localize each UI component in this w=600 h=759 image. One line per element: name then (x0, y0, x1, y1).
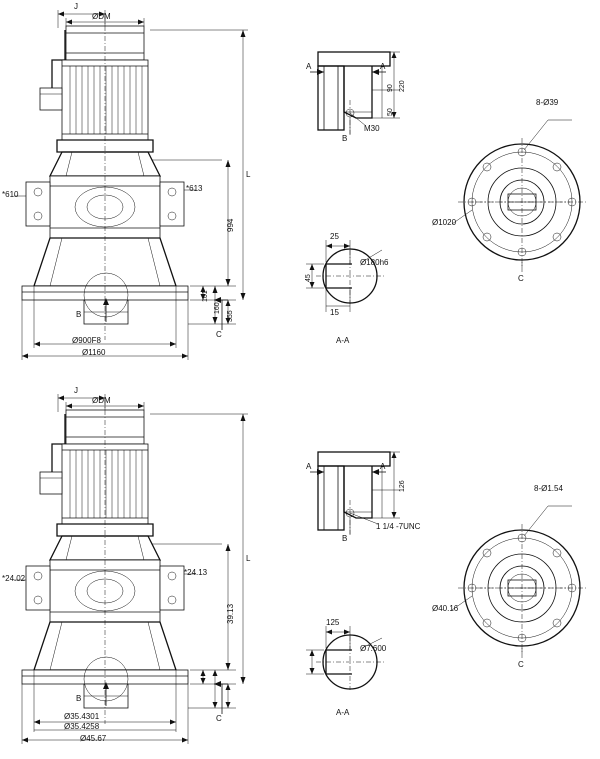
top-front-160-dim: 160 (214, 302, 221, 314)
top-aa-caption: A-A (336, 336, 350, 345)
bot-aa-dia-label: Ø7.600 (360, 644, 387, 653)
top-b-b-mark: B (342, 134, 348, 143)
top-aa-15-dim: 15 (330, 308, 339, 317)
bot-front-flange-dia1: Ø35.4301 (64, 712, 100, 721)
top-section-aa-view (306, 240, 384, 312)
bottom-view-c (452, 506, 586, 658)
bot-front-b-mark: B (76, 694, 82, 703)
top-front-dm-label: ØDM (92, 12, 111, 21)
bot-front-3913-dim: 39.13 (226, 603, 235, 624)
top-c-holes-label: 8-Ø39 (536, 98, 559, 107)
bottom-front-view (14, 394, 251, 744)
top-aa-dia-label: Ø180h6 (360, 258, 389, 267)
bot-front-dm-label: ØDM (92, 396, 111, 405)
bot-b-a-right: A (380, 462, 386, 471)
top-front-j-label: J (74, 2, 78, 11)
top-b-50-dim: 50 (387, 108, 394, 116)
bot-aa-125-dim: 125 (326, 618, 340, 627)
bot-front-l-label: L (246, 554, 251, 563)
top-front-c-mark: C (216, 330, 222, 339)
top-front-right-mark: *613 (186, 184, 203, 193)
top-front-flange-dia: Ø900F8 (72, 336, 101, 345)
bot-b-b-mark: B (342, 534, 348, 543)
top-b-90-dim: 90 (387, 84, 394, 92)
bot-front-base-dia: Ø45.67 (80, 734, 107, 743)
bot-front-right-mark: *24.13 (184, 568, 208, 577)
bot-front-c-mark: C (216, 714, 222, 723)
top-front-left-mark: *610 (2, 190, 19, 199)
bottom-section-aa-view (306, 626, 387, 690)
bot-b-a-left: A (306, 462, 312, 471)
bot-front-j-label: J (74, 386, 78, 395)
top-front-101-dim: 101 (202, 290, 209, 302)
bot-b-126-dim: 126 (399, 480, 406, 492)
top-front-355-dim: 355 (227, 310, 234, 322)
top-aa-45-dim: 45 (305, 274, 312, 282)
bot-front-flange-dia2: Ø35.4258 (64, 722, 100, 731)
bot-aa-caption: A-A (336, 708, 350, 717)
top-front-base-dia: Ø1160 (82, 348, 106, 357)
top-detail-b-view (310, 52, 400, 136)
bot-c-caption: C (518, 660, 524, 669)
top-b-a-left: A (306, 62, 312, 71)
top-c-bolt-circle: Ø1020 (432, 218, 457, 227)
top-front-994-dim: 994 (226, 218, 235, 232)
bot-front-left-mark: *24.02 (2, 574, 26, 583)
top-b-220-dim: 220 (399, 80, 406, 92)
top-front-l-label: L (246, 170, 251, 179)
top-b-thread-label: M30 (364, 124, 380, 133)
top-view-c (452, 120, 586, 272)
top-front-b-mark: B (76, 310, 82, 319)
top-b-a-right: A (380, 62, 386, 71)
bot-c-holes-label: 8-Ø1.54 (534, 484, 563, 493)
bot-c-bolt-circle: Ø40.16 (432, 604, 459, 613)
top-c-caption: C (518, 274, 524, 283)
bot-b-thread-label: 1 1/4 -7UNC (376, 522, 421, 531)
top-aa-25-dim: 25 (330, 232, 339, 241)
